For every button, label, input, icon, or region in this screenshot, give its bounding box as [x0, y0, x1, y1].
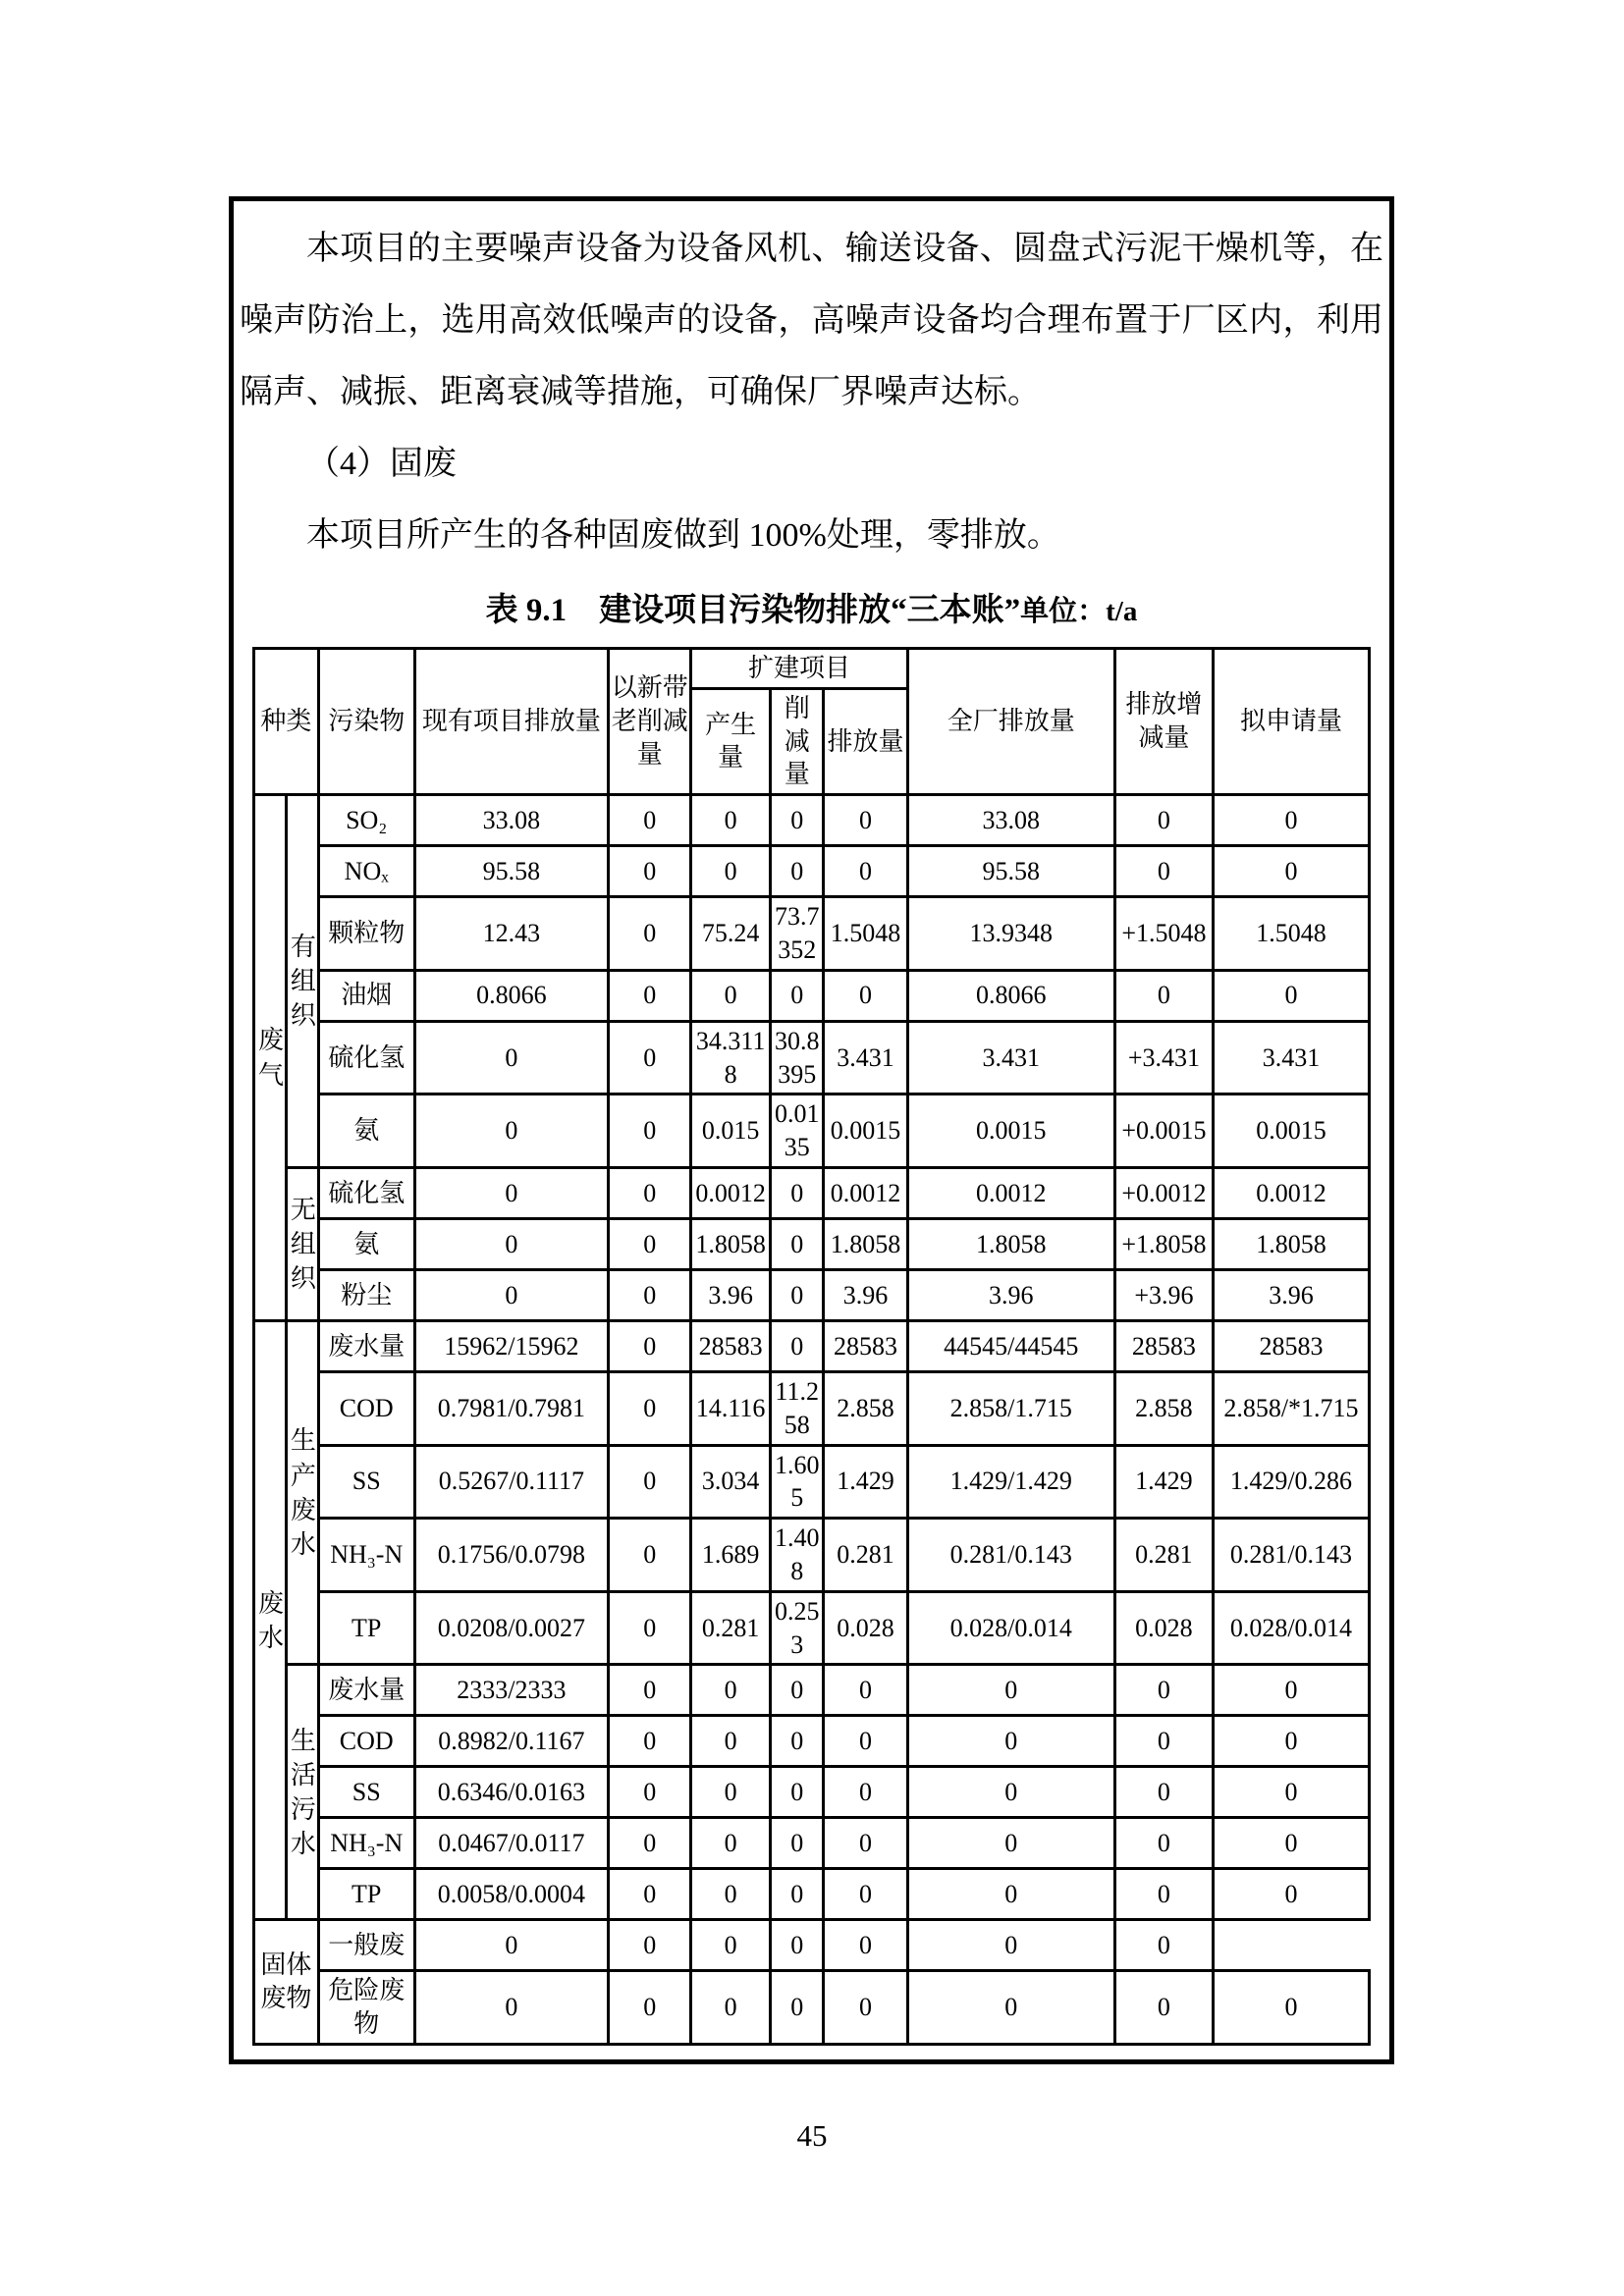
table-cell: 1.689 [691, 1519, 771, 1592]
table-cell: 0 [1114, 1920, 1213, 1971]
table-cell: 28583 [691, 1320, 771, 1371]
table-cell: 0 [609, 1320, 691, 1371]
paragraph-solid-waste: 本项目所产生的各种固废做到 100%处理，零排放。 [306, 517, 1060, 554]
table-cell: 废水量 [318, 1320, 414, 1371]
header-offset: 以新带老削减量 [609, 649, 691, 795]
table-cell: 0 [609, 1095, 691, 1168]
table-cell: 0.8066 [907, 970, 1114, 1021]
table-cell: 0 [770, 970, 824, 1021]
table-cell: 0 [609, 1269, 691, 1320]
table-cell: 0 [1114, 1716, 1213, 1767]
table-cell: 0 [1213, 970, 1369, 1021]
table-cell: 3.034 [691, 1445, 771, 1519]
table-row [254, 1095, 1370, 1168]
table-cell: 1.408 [770, 1519, 824, 1592]
table-cell: 一般废 [318, 1920, 414, 1971]
table-cell: 0 [1114, 795, 1213, 846]
table-row [254, 1445, 1370, 1519]
table-cell: 0 [824, 1920, 907, 1971]
emissions-table [252, 647, 1371, 2046]
category-label: 生活污水 [290, 1726, 316, 1858]
table-cell: 0 [609, 970, 691, 1021]
table-header [254, 649, 1370, 795]
table-cell: 0 [824, 970, 907, 1021]
table-cell: 30.8395 [770, 1021, 824, 1095]
header-applied: 拟申请量 [1213, 649, 1369, 795]
table-cell [286, 1167, 318, 1320]
table-cell: NH₃-N [318, 1818, 414, 1869]
table-row [254, 1167, 1370, 1218]
table-cell: 0.028 [824, 1591, 907, 1665]
table-cell: 颗粒物 [318, 897, 414, 971]
table-cell: 1.429 [1114, 1445, 1213, 1519]
table-cell: 28583 [824, 1320, 907, 1371]
table-cell: 0.0012 [907, 1167, 1114, 1218]
table-row [254, 1591, 1370, 1665]
table-cell: 0 [824, 1818, 907, 1869]
header-expansion: 扩建项目 [691, 649, 907, 689]
table-cell: +1.8058 [1114, 1218, 1213, 1269]
table-cell: NH₃-N [318, 1519, 414, 1592]
table-cell: 1.8058 [1213, 1218, 1369, 1269]
table-cell: 0.028/0.014 [1213, 1591, 1369, 1665]
table-cell: 0 [1114, 970, 1213, 1021]
table-cell [254, 795, 287, 1321]
table-cell: 0 [1213, 1869, 1369, 1920]
table-cell: 0 [1114, 1767, 1213, 1818]
table-row [254, 897, 1370, 971]
table-cell: 0 [691, 1665, 771, 1716]
table-cell: 3.431 [1213, 1021, 1369, 1095]
table-cell: 0 [770, 1971, 824, 2045]
table-cell: 0.028 [1114, 1591, 1213, 1665]
page-number: 45 [796, 2118, 828, 2153]
table-cell: 0 [1213, 846, 1369, 897]
table-cell: 0 [770, 1869, 824, 1920]
table-cell: 0.0015 [1213, 1095, 1369, 1168]
header-produced: 产生量 [691, 688, 771, 794]
table-cell: 0 [691, 795, 771, 846]
category-label: 无组织 [290, 1195, 316, 1294]
table-cell: 0 [824, 1716, 907, 1767]
table-title-unit: 单位：t/a [1020, 596, 1138, 627]
table-row [254, 1269, 1370, 1320]
table-cell: 0 [609, 1167, 691, 1218]
table-cell: 2.858 [824, 1371, 907, 1445]
table-cell: 0 [414, 1971, 609, 2045]
table-cell: 0.015 [691, 1095, 771, 1168]
table-row [254, 1519, 1370, 1592]
table-cell: 0.5267/0.1117 [414, 1445, 609, 1519]
table-cell: 1.605 [770, 1445, 824, 1519]
table-row [254, 1869, 1370, 1920]
table-cell: 28583 [1114, 1320, 1213, 1371]
table-cell: 1.8058 [691, 1218, 771, 1269]
table-cell: 0.0012 [824, 1167, 907, 1218]
table-cell: 0 [1114, 1869, 1213, 1920]
table-cell: +1.5048 [1114, 897, 1213, 971]
header-discharged: 排放量 [824, 688, 907, 794]
table-cell: 0 [609, 1371, 691, 1445]
table-cell: 3.96 [691, 1269, 771, 1320]
header-total: 全厂排放量 [907, 649, 1114, 795]
table-cell: 0 [770, 846, 824, 897]
table-cell: 3.96 [824, 1269, 907, 1320]
table-cell: 0 [691, 1767, 771, 1818]
table-cell: 0 [1114, 1971, 1213, 2045]
table-cell: 0 [907, 1971, 1114, 2045]
table-cell: 0.281/0.143 [1213, 1519, 1369, 1592]
table-cell: 0.0012 [691, 1167, 771, 1218]
table-cell: 0 [691, 1716, 771, 1767]
table-cell: +0.0012 [1114, 1167, 1213, 1218]
table-title-main: 表 9.1 建设项目污染物排放“三本账” [485, 593, 1021, 628]
table-cell: 0.0012 [1213, 1167, 1369, 1218]
table-cell: 0 [770, 1716, 824, 1767]
table-cell: 0 [691, 1920, 771, 1971]
table-cell: 1.5048 [824, 897, 907, 971]
table-cell: 0 [907, 1869, 1114, 1920]
table-cell: 15962/15962 [414, 1320, 609, 1371]
table-body [254, 795, 1370, 2045]
table-cell: 0 [770, 1320, 824, 1371]
table-cell: 0.028/0.014 [907, 1591, 1114, 1665]
table-cell: 0 [691, 846, 771, 897]
table-row [254, 1971, 1370, 2045]
table-cell [286, 1665, 318, 1920]
table-cell: 0 [609, 1869, 691, 1920]
table-cell: COD [318, 1371, 414, 1445]
table-cell: 0.8066 [414, 970, 609, 1021]
category-label: 有组织 [290, 932, 316, 1031]
table-cell: 硫化氢 [318, 1021, 414, 1095]
table-cell: 0.7981/0.7981 [414, 1371, 609, 1445]
table-cell: 34.3118 [691, 1021, 771, 1095]
table-cell: +3.96 [1114, 1269, 1213, 1320]
content-frame [229, 196, 1394, 2064]
table-cell: 1.429 [824, 1445, 907, 1519]
table-cell: 0.0467/0.0117 [414, 1818, 609, 1869]
table-cell [254, 1320, 287, 1919]
table-cell: SS [318, 1445, 414, 1519]
table-cell: 0.281 [691, 1591, 771, 1665]
table-cell: 0 [609, 1920, 691, 1971]
table-row [254, 795, 1370, 846]
table-cell: 0.0058/0.0004 [414, 1869, 609, 1920]
table-cell: 0 [414, 1021, 609, 1095]
table-cell: 0 [1213, 1665, 1369, 1716]
table-row [254, 1767, 1370, 1818]
table-cell: 0.281 [1114, 1519, 1213, 1592]
table-cell: 0 [770, 1767, 824, 1818]
table-cell: 2.858/1.715 [907, 1371, 1114, 1445]
table-cell: 1.429/0.286 [1213, 1445, 1369, 1519]
table-cell: 0 [1213, 1767, 1369, 1818]
table-cell: 氨 [318, 1095, 414, 1168]
table-cell: 28583 [1213, 1320, 1369, 1371]
table-cell: 0.0015 [824, 1095, 907, 1168]
category-label: 废气 [257, 1026, 284, 1090]
table-cell: 0 [824, 1665, 907, 1716]
table-cell: 3.431 [907, 1021, 1114, 1095]
table-cell: TP [318, 1869, 414, 1920]
table-cell: 73.7352 [770, 897, 824, 971]
table-cell: SS [318, 1767, 414, 1818]
table-cell: 0 [414, 1095, 609, 1168]
table-cell: 0.0208/0.0027 [414, 1591, 609, 1665]
table-cell: 75.24 [691, 897, 771, 971]
table-cell: 0.8982/0.1167 [414, 1716, 609, 1767]
table-cell: 13.9348 [907, 897, 1114, 971]
table-cell: 0.0015 [907, 1095, 1114, 1168]
paragraph-noise: 本项目的主要噪声设备为设备风机、输送设备、圆盘式污泥干燥机等，在噪声防治上，选用高效低噪声的设备，高噪声设备均合理布置于厂区内，利用隔声、减振、距离衰减等措施，可确保厂界噪声达标。 [240, 231, 1383, 410]
table-cell [286, 795, 318, 1168]
table-cell: 2.858/*1.715 [1213, 1371, 1369, 1445]
table-cell: 0 [1114, 846, 1213, 897]
table-cell: 1.8058 [907, 1218, 1114, 1269]
table-cell: 11.258 [770, 1371, 824, 1445]
table-cell: 0 [770, 1167, 824, 1218]
table-cell: COD [318, 1716, 414, 1767]
table-cell: 95.58 [414, 846, 609, 897]
table-cell: +0.0015 [1114, 1095, 1213, 1168]
table-cell: 33.08 [414, 795, 609, 846]
table-cell: 2333/2333 [414, 1665, 609, 1716]
table-cell: 0 [1213, 1818, 1369, 1869]
table-cell: +3.431 [1114, 1021, 1213, 1095]
table-cell: 0 [609, 1021, 691, 1095]
table-cell: 0 [414, 1218, 609, 1269]
table-row [254, 1320, 1370, 1371]
table-cell: 硫化氢 [318, 1167, 414, 1218]
table-cell: 0 [1213, 1716, 1369, 1767]
table-cell: 3.96 [1213, 1269, 1369, 1320]
header-pollutant: 污染物 [318, 649, 414, 795]
table-row [254, 1021, 1370, 1095]
table-cell: 0.0135 [770, 1095, 824, 1168]
table-cell: 0 [414, 1920, 609, 1971]
table-cell: 0 [609, 897, 691, 971]
header-reduced: 削减量 [770, 688, 824, 794]
table-cell: 2.858 [1114, 1371, 1213, 1445]
table-cell: 1.5048 [1213, 897, 1369, 971]
table-cell: 0 [770, 795, 824, 846]
table-cell: SO₂ [318, 795, 414, 846]
table-cell: 0 [770, 1665, 824, 1716]
table-cell: 14.116 [691, 1371, 771, 1445]
table-cell: 0 [609, 1445, 691, 1519]
table-row [254, 1218, 1370, 1269]
table-row [254, 1665, 1370, 1716]
table-cell: 0.281 [824, 1519, 907, 1592]
table-cell: 0 [609, 1971, 691, 2045]
header-existing: 现有项目排放量 [414, 649, 609, 795]
table-cell: 固体废物 [254, 1920, 319, 2045]
table-cell: 1.429/1.429 [907, 1445, 1114, 1519]
table-cell: 0.6346/0.0163 [414, 1767, 609, 1818]
table-cell: 0 [1213, 1971, 1369, 2045]
table-cell: 33.08 [907, 795, 1114, 846]
table-cell: 危险废物 [318, 1971, 414, 2045]
table-cell: 油烟 [318, 970, 414, 1021]
table-cell: 0 [609, 1218, 691, 1269]
paragraph-solid-waste-heading: （4）固废 [306, 446, 457, 482]
table-row [254, 1716, 1370, 1767]
table-cell: 3.431 [824, 1021, 907, 1095]
table-cell: 0 [609, 1665, 691, 1716]
table-cell: 粉尘 [318, 1269, 414, 1320]
table-cell: 0 [770, 1818, 824, 1869]
table-row [254, 846, 1370, 897]
table-cell: 3.96 [907, 1269, 1114, 1320]
table-cell: 0 [907, 1767, 1114, 1818]
table-cell: 12.43 [414, 897, 609, 971]
table-cell: 0 [1114, 1818, 1213, 1869]
table-cell: NOₓ [318, 846, 414, 897]
table-cell: 1.8058 [824, 1218, 907, 1269]
table-cell: 0 [824, 795, 907, 846]
table-row [254, 1818, 1370, 1869]
table-cell: 0 [691, 970, 771, 1021]
table-cell: 0 [824, 846, 907, 897]
table-cell: 0 [824, 1971, 907, 2045]
table-cell: 0 [609, 795, 691, 846]
table-cell: 0 [691, 1971, 771, 2045]
table-cell: 0 [770, 1920, 824, 1971]
table-cell: 0 [1114, 1665, 1213, 1716]
header-change: 排放增减量 [1114, 649, 1213, 795]
table-cell: 废水量 [318, 1665, 414, 1716]
table-cell: 0.281/0.143 [907, 1519, 1114, 1592]
table-cell: 0 [609, 1716, 691, 1767]
table-cell: 0 [414, 1167, 609, 1218]
table-cell: TP [318, 1591, 414, 1665]
table-cell: 0 [770, 1218, 824, 1269]
table-cell: 0 [691, 1818, 771, 1869]
table-row [254, 1371, 1370, 1445]
table-cell: 0 [907, 1920, 1114, 1971]
table-cell: 0 [907, 1716, 1114, 1767]
table-cell: 0 [770, 1269, 824, 1320]
table-cell: 44545/44545 [907, 1320, 1114, 1371]
header-kind: 种类 [254, 649, 319, 795]
table-cell: 0 [609, 1519, 691, 1592]
table-cell: 95.58 [907, 846, 1114, 897]
table-cell [286, 1320, 318, 1664]
table-row [254, 1920, 1370, 1971]
table-cell: 0 [691, 1869, 771, 1920]
category-label: 生产废水 [290, 1426, 316, 1559]
table-row [254, 970, 1370, 1021]
table-cell: 0 [609, 1818, 691, 1869]
table-header-row-1 [254, 649, 1370, 689]
table-cell: 0 [609, 1767, 691, 1818]
table-cell: 0 [907, 1665, 1114, 1716]
table-cell: 氨 [318, 1218, 414, 1269]
table-cell: 0 [609, 846, 691, 897]
table-cell: 0 [824, 1869, 907, 1920]
table-cell: 0.253 [770, 1591, 824, 1665]
table-cell: 0 [907, 1818, 1114, 1869]
table-cell: 0 [1213, 795, 1369, 846]
category-label: 废水 [257, 1588, 284, 1652]
table-cell: 0 [414, 1269, 609, 1320]
table-cell: 0 [609, 1591, 691, 1665]
table-cell: 0 [824, 1767, 907, 1818]
table-cell: 0.1756/0.0798 [414, 1519, 609, 1592]
table-title [240, 591, 1383, 631]
